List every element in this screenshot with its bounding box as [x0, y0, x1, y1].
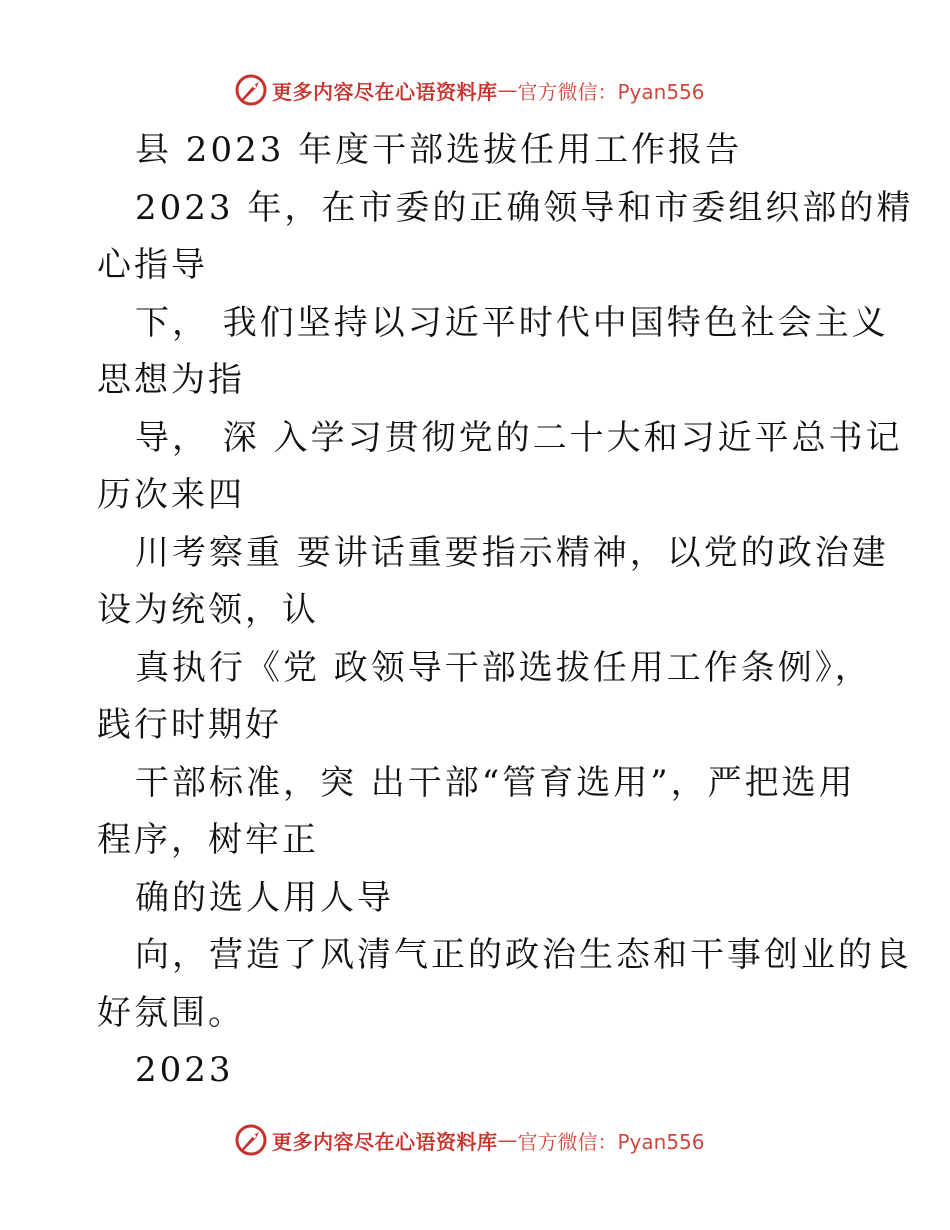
- document-text-line: 好氛围。: [97, 992, 245, 1033]
- document-text-line: 设为统领，认: [97, 590, 319, 630]
- banner-wechat-text: 官方微信：Pyan556: [517, 79, 705, 104]
- document-text-line: 2023 年，在市委的正确领导和市委组织部的精: [135, 187, 914, 228]
- document-text-line: 真执行《党 政领导干部选拔任用工作条例》，: [135, 647, 872, 688]
- document-text-line: 历次来四: [97, 475, 245, 515]
- banner-promo-text: 更多内容尽在心语资料库: [272, 1129, 498, 1154]
- banner-separator: —: [497, 1128, 518, 1152]
- document-text-line: 川考察重 要讲话重要指示精神，以党的政治建: [135, 532, 889, 573]
- document-text-line: 思想为指: [97, 360, 245, 400]
- document-text-line: 下， 我们坚持以习近平时代中国特色社会主义: [135, 302, 889, 343]
- document-text-line: 确的选人用人导: [135, 877, 394, 918]
- document-text-line: 程序，树牢正: [97, 820, 319, 860]
- footer-watermark-banner: [234, 1122, 705, 1158]
- banner-separator: —: [497, 78, 518, 102]
- document-body: [97, 122, 914, 1100]
- document-text-line: 践行时期好: [97, 705, 282, 745]
- banner-wechat-text: 官方微信：Pyan556: [517, 1129, 705, 1154]
- document-text-line: 向，营造了风清气正的政治生态和干事创业的良: [135, 935, 912, 975]
- pen-nib-logo-icon: [234, 73, 268, 107]
- document-title-line: 县 2023 年度干部选拔任用工作报告: [135, 130, 743, 170]
- header-watermark-banner: [234, 72, 705, 108]
- document-text-line: 导， 深 入学习贯彻党的二十大和习近平总书记: [135, 417, 903, 458]
- document-text-line: 2023: [135, 1050, 234, 1090]
- document-text-line: 心指导: [97, 245, 208, 285]
- pen-nib-logo-icon: [234, 1123, 268, 1157]
- banner-promo-text: 更多内容尽在心语资料库: [272, 79, 498, 104]
- document-text-line: 干部标准，突 出干部“管育选用”，严把选用: [135, 762, 856, 803]
